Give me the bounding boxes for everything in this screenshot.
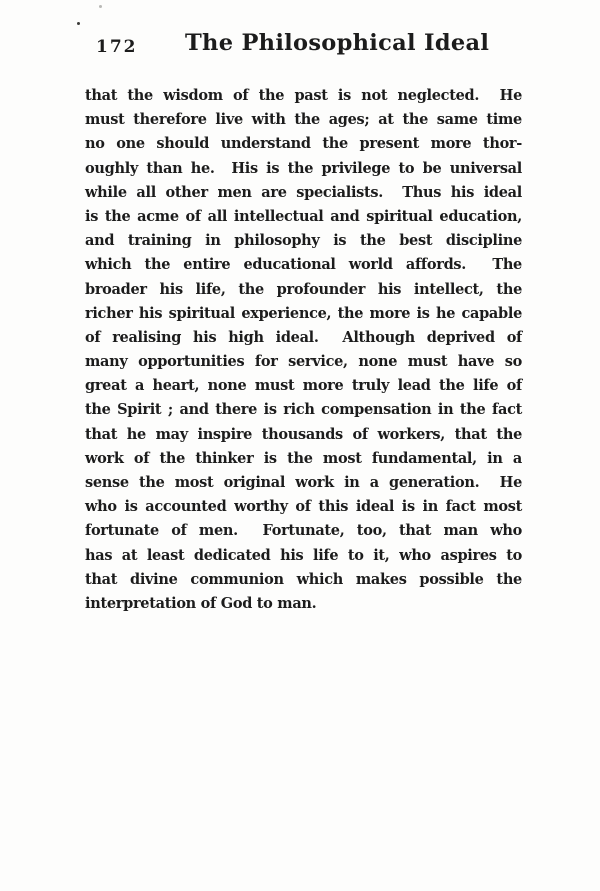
text-line: that he may inspire thousands of workers, that the (85, 425, 522, 443)
text-line: richer his spiritual experience, the more is he capable (85, 304, 522, 322)
text-line: that the wisdom of the past is not neglected. He (85, 87, 522, 104)
text-line: oughly than he. His is the privilege to be universal (85, 159, 522, 177)
text-line: great a heart, none must more truly lead the life of (85, 377, 522, 395)
text-line: interpretation of God to man. (85, 594, 317, 612)
scan-speck (77, 22, 80, 25)
text-line: that divine communion which makes possible the (85, 570, 522, 588)
text-line: who is accounted worthy of this ideal is in fact most (85, 498, 522, 516)
text-line: while all other men are specialists. Thus his ideal (85, 183, 522, 201)
text-line: sense the most original work in a generation. He (85, 474, 522, 491)
text-line: no one should understand the present more thor- (85, 135, 522, 153)
text-line: many opportunities for service, none must have so (85, 353, 522, 371)
running-title: The Philosophical Ideal (185, 30, 490, 56)
text-line: has at least dedicated his life to it, who aspires to (85, 546, 522, 564)
text-line: of realising his high ideal. Although deprived of (85, 328, 522, 346)
scan-speck (99, 5, 102, 8)
text-line: the Spirit ; and there is rich compensation in the fact (85, 401, 522, 419)
body-text (85, 84, 522, 616)
text-line: is the acme of all intellectual and spiritual education, (85, 207, 522, 225)
text-line: and training in philosophy is the best discipline (85, 232, 522, 250)
text-line: broader his life, the profounder his intellect, the (85, 280, 522, 298)
text-line: work of the thinker is the most fundamental, in a (85, 449, 522, 467)
text-line: which the entire educational world affords. The (85, 256, 522, 274)
page-number: 172 (96, 37, 138, 57)
text-line: must therefore live with the ages; at the same time (85, 111, 522, 129)
text-line: fortunate of men. Fortunate, too, that man who (85, 522, 522, 540)
